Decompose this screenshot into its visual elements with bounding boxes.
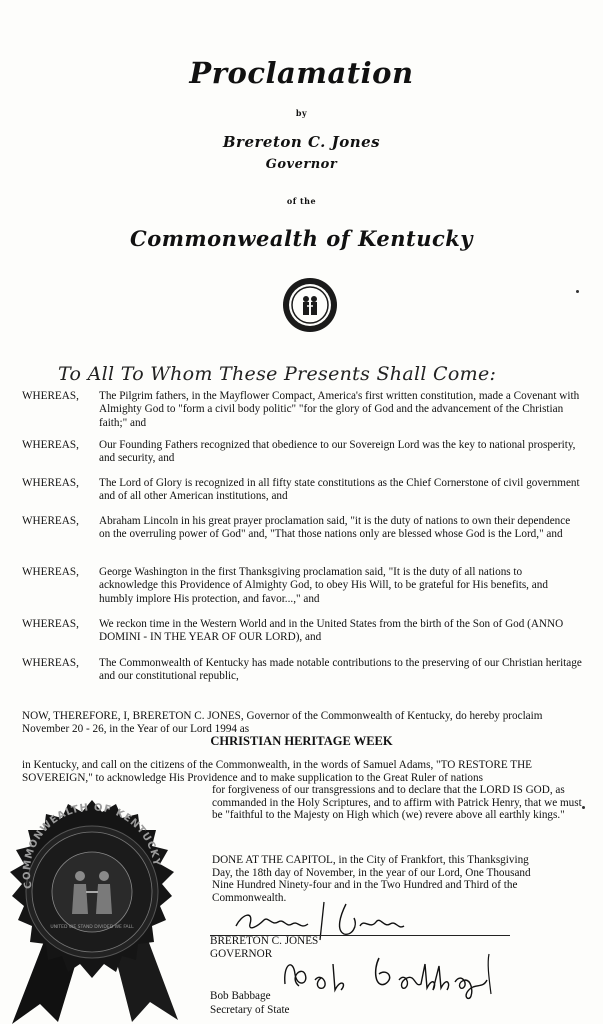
scan-speck xyxy=(582,806,585,809)
now-therefore-paragraph: NOW, THEREFORE, I, BRERETON C. JONES, Governor of the Commonwealth of Kentucky, do hereby proclaim November 20 - 26, in the Year of our Lord 1994 as xyxy=(22,710,543,736)
whereas-text: We reckon time in the Western World and in the United States from the birth of the Son of God (ANNO DOMINI - IN THE YEAR OF OUR LORD), and xyxy=(99,618,564,644)
week-title: CHRISTIAN HERITAGE WEEK xyxy=(210,734,393,748)
governor-name-heading: Brereton C. Jones xyxy=(222,133,381,151)
salutation: To All To Whom These Presents Shall Come: xyxy=(58,363,497,385)
done-at-paragraph: DONE AT THE CAPITOL, in the City of Frankfort, this Thanksgiving Day, the 18th day of November, in the year of our Lord, One Thousand Nine Hundred Ninety-four and in the Two Hundred and Third of the Commonwealth. xyxy=(212,854,531,904)
body-intro-paragraph: in Kentucky, and call on the citizens of the Commonwealth, in the words of Samuel Adams, "TO RESTORE THE SOVEREIGN," to acknowledge His Providence and to make supplication to the Great Ruler of nations xyxy=(22,759,532,784)
whereas-text: Our Founding Fathers recognized that obedience to our Sovereign Lord was the key to national prosperity, and security, and xyxy=(99,439,576,465)
by-label: by xyxy=(295,108,308,118)
whereas-label: WHEREAS, xyxy=(22,657,79,669)
secretary-signature xyxy=(275,944,535,1002)
whereas-text: The Pilgrim fathers, in the Mayflower Compact, America's first written constitution, made a Covenant with Almighty God to "form a civil body politic" "for the glory of God and the advancement of the Christian faith;" and xyxy=(99,390,580,429)
secretary-signature-title: Secretary of State xyxy=(210,1004,290,1016)
whereas-clause xyxy=(22,477,582,504)
whereas-clause xyxy=(22,618,582,645)
whereas-label: WHEREAS, xyxy=(22,439,79,451)
whereas-clause xyxy=(22,515,582,542)
seal-motto: UNITED WE STAND DIVIDED WE FALL xyxy=(50,925,134,930)
body-continuation-paragraph: for forgiveness of our transgressions and to declare that the LORD IS GOD, as commanded in the Holy Scriptures, and to affirm with Patrick Henry, that we must be "faithful to the Majesty on High which (we) revere above all earthly kings." xyxy=(212,784,582,822)
seal-legend: COMMONWEALTH OF KENTUCKY xyxy=(21,802,162,890)
whereas-label: WHEREAS, xyxy=(22,477,79,489)
whereas-clause xyxy=(22,439,582,466)
whereas-clause xyxy=(22,566,582,606)
secretary-signature-name: Bob Babbage xyxy=(210,990,271,1002)
whereas-text: The Lord of Glory is recognized in all fifty state constitutions as the Chief Cornerstone of civil government and of all other American institutions, and xyxy=(99,477,580,503)
of-the-label: of the xyxy=(286,196,317,206)
whereas-text: George Washington in the first Thanksgiving proclamation said, "It is the duty of all nations to acknowledge this Providence of Almighty God, to obey His Will, to be grateful for His benefits, and humbly implore His protection, and favor...," and xyxy=(99,566,548,605)
commonwealth-heading: Commonwealth of Kentucky xyxy=(129,226,474,251)
whereas-text: Abraham Lincoln in his great prayer proclamation said, "it is the duty of nations to own their dependence on the overruling power of God" and, "That those nations only are blessed whose God is the Lord," and xyxy=(99,515,571,541)
proclamation-title: Proclamation xyxy=(189,56,414,90)
commonwealth-seal-icon xyxy=(0,796,192,1024)
governor-signature-name: BRERETON C. JONES xyxy=(210,935,319,947)
whereas-clause xyxy=(22,657,582,684)
governor-title-heading: Governor xyxy=(265,157,338,172)
whereas-label: WHEREAS, xyxy=(22,515,79,527)
governor-signature-title: GOVERNOR xyxy=(210,948,273,960)
whereas-text: The Commonwealth of Kentucky has made notable contributions to the preserving of our Christian heritage and our constitutional republic, xyxy=(99,657,582,683)
small-state-seal-icon xyxy=(281,276,339,334)
whereas-label: WHEREAS, xyxy=(22,566,79,578)
whereas-clause xyxy=(22,390,582,430)
whereas-label: WHEREAS, xyxy=(22,390,79,402)
scan-speck xyxy=(576,290,579,293)
whereas-label: WHEREAS, xyxy=(22,618,79,630)
